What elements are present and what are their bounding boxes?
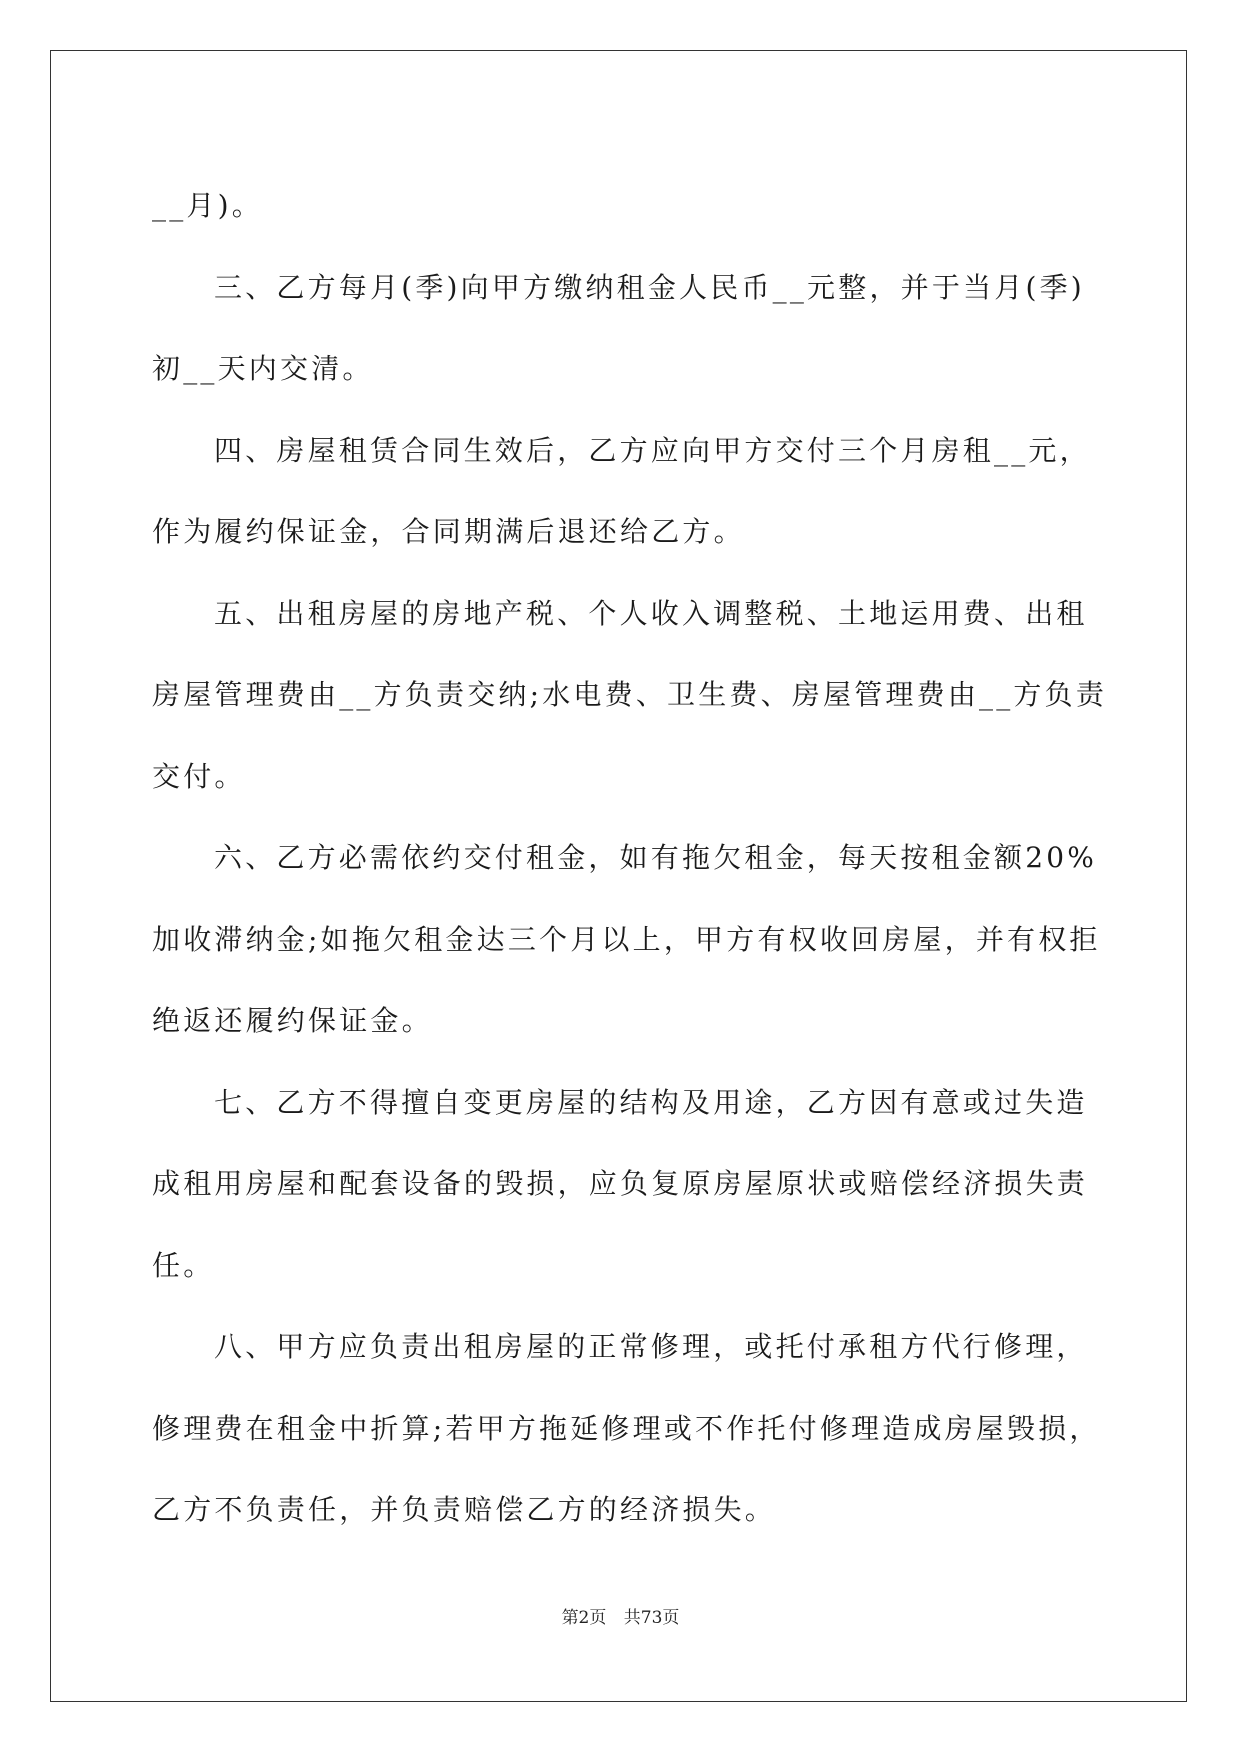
text-line: 初__天内交清。 [152,352,374,385]
text-line: 修理费在租金中折算;若甲方拖延修理或不作托付修理造成房屋毁损， [152,1411,1101,1445]
text-line: 作为履约保证金，合同期满后退还给乙方。 [152,515,745,548]
text-line: 六、乙方必需依约交付租金，如有拖欠租金，每天按租金额20% [214,841,1098,874]
text-line: 八、甲方应负责出租房屋的正常修理，或托付承租方代行修理， [214,1330,1088,1363]
text-line: 房屋管理费由__方负责交纳;水电费、卫生费、房屋管理费由__方负责 [152,678,1108,711]
text-line: 加收滞纳金;如拖欠租金达三个月以上，甲方有权收回房屋，并有权拒 [152,922,1101,956]
text-line: 乙方不负责任，并负责赔偿乙方的经济损失。 [152,1493,777,1526]
text-line: 成租用房屋和配套设备的毁损，应负复原房屋原状或赔偿经济损失责 [152,1167,1089,1200]
text-line: 七、乙方不得擅自变更房屋的结构及用途，乙方因有意或过失造 [214,1085,1088,1119]
text-line: __月)。 [152,189,263,222]
text-line: 任。 [152,1248,215,1282]
page-total: 共73页 [623,1608,680,1628]
page-footer [0,1603,1241,1628]
text-line: 三、乙方每月(季)向甲方缴纳租金人民币__元整，并于当月(季) [214,270,1085,304]
text-line: 四、房屋租赁合同生效后，乙方应向甲方交付三个月房租__元， [214,433,1091,467]
text-line: 交付。 [152,759,246,793]
document-body [152,165,1108,1551]
text-line: 绝返还履约保证金。 [152,1004,433,1037]
page-number: 第2页 [561,1608,607,1628]
text-line: 五、出租房屋的房地产税、个人收入调整税、土地运用费、出租 [214,596,1088,630]
